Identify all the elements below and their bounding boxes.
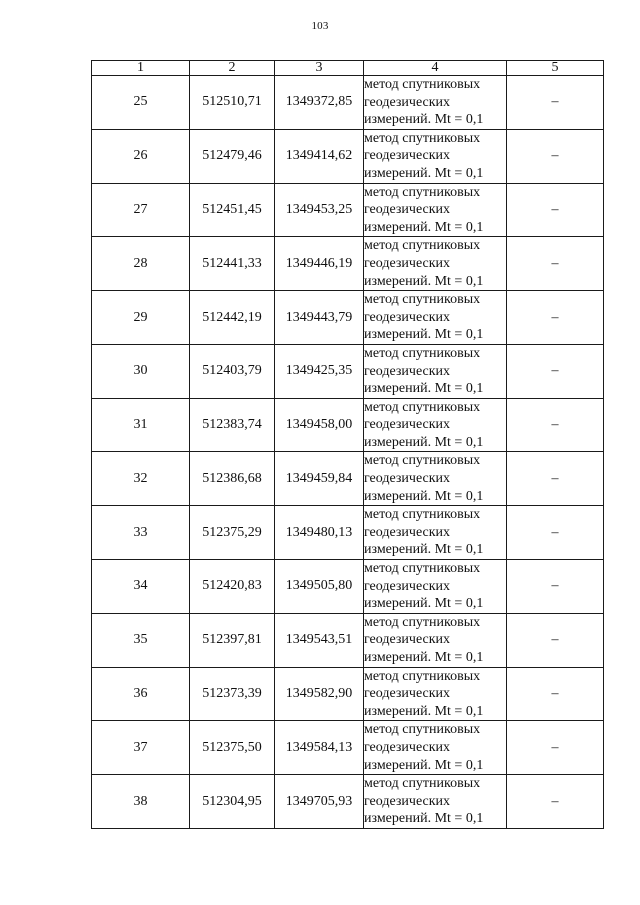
method-line: геодезических [364,793,451,809]
method-line: геодезических [364,309,451,325]
x-coordinate-cell: 512386,68 [190,452,275,506]
note-cell: – [507,667,604,721]
point-number-cell: 30 [92,344,190,398]
note-cell: – [507,721,604,775]
point-number-cell: 33 [92,506,190,560]
method-line: измерений. Mt = 0,1 [364,650,484,665]
point-number-cell: 25 [92,76,190,130]
point-number-cell: 27 [92,183,190,237]
table-row [92,452,604,506]
x-coordinate-cell: 512383,74 [190,398,275,452]
method-line: измерений. Mt = 0,1 [364,811,484,827]
header-row [92,61,604,76]
table-row [92,775,604,829]
table-row [92,398,604,452]
note-cell: – [507,452,604,506]
method-line: геодезических [364,94,451,110]
header-col-3: 3 [275,61,364,76]
y-coordinate-cell: 1349453,25 [275,183,364,237]
point-number-cell: 32 [92,452,190,506]
method-line: геодезических [364,471,451,487]
method-line: геодезических [364,148,451,164]
note-cell: – [507,183,604,237]
method-cell [364,775,507,829]
note-cell: – [507,76,604,130]
table-header [92,61,604,76]
table-body [92,76,604,829]
table-row [92,291,604,345]
method-line: метод спутниковых [364,722,481,738]
y-coordinate-cell: 1349543,51 [275,613,364,667]
note-cell: – [507,506,604,560]
note-cell: – [507,129,604,183]
x-coordinate-cell: 512375,29 [190,506,275,560]
table-row [92,76,604,130]
y-coordinate-cell: 1349458,00 [275,398,364,452]
method-line: измерений. Mt = 0,1 [364,596,484,612]
note-cell: – [507,237,604,291]
y-coordinate-cell: 1349414,62 [275,129,364,183]
table-row [92,237,604,291]
point-number-cell: 34 [92,560,190,614]
table-row [92,506,604,560]
method-line: метод спутниковых [364,77,481,92]
y-coordinate-cell: 1349425,35 [275,344,364,398]
note-cell: – [507,775,604,829]
x-coordinate-cell: 512510,71 [190,76,275,130]
method-line: измерений. Mt = 0,1 [364,165,484,181]
table-row [92,613,604,667]
method-cell [364,291,507,345]
y-coordinate-cell: 1349480,13 [275,506,364,560]
header-col-1: 1 [92,61,190,76]
method-line: измерений. Mt = 0,1 [364,703,484,719]
point-number-cell: 29 [92,291,190,345]
x-coordinate-cell: 512441,33 [190,237,275,291]
point-number-cell: 37 [92,721,190,775]
method-line: измерений. Mt = 0,1 [364,327,484,343]
method-line: измерений. Mt = 0,1 [364,542,484,558]
method-line: метод спутниковых [364,614,481,630]
x-coordinate-cell: 512375,50 [190,721,275,775]
method-line: метод спутниковых [364,238,481,254]
method-line: геодезических [364,686,451,702]
method-cell [364,613,507,667]
method-line: метод спутниковых [364,130,481,146]
method-cell [364,344,507,398]
point-number-cell: 31 [92,398,190,452]
x-coordinate-cell: 512451,45 [190,183,275,237]
note-cell: – [507,560,604,614]
method-line: геодезических [364,524,451,540]
y-coordinate-cell: 1349459,84 [275,452,364,506]
method-line: метод спутниковых [364,668,481,684]
method-line: метод спутниковых [364,345,481,361]
method-cell [364,76,507,130]
x-coordinate-cell: 512442,19 [190,291,275,345]
y-coordinate-cell: 1349505,80 [275,560,364,614]
method-cell [364,452,507,506]
method-line: метод спутниковых [364,561,481,577]
method-cell [364,560,507,614]
method-line: измерений. Mt = 0,1 [364,757,484,773]
x-coordinate-cell: 512373,39 [190,667,275,721]
method-line: геодезических [364,578,451,594]
method-cell [364,667,507,721]
point-number-cell: 36 [92,667,190,721]
method-line: геодезических [364,739,451,755]
method-cell [364,506,507,560]
method-line: измерений. Mt = 0,1 [364,219,484,235]
table-row [92,183,604,237]
method-cell [364,398,507,452]
method-cell [364,237,507,291]
method-cell [364,129,507,183]
method-line: измерений. Mt = 0,1 [364,273,484,289]
x-coordinate-cell: 512420,83 [190,560,275,614]
point-number-cell: 28 [92,237,190,291]
table-row [92,129,604,183]
method-line: геодезических [364,363,451,379]
method-line: геодезических [364,255,451,271]
method-line: геодезических [364,417,451,433]
table-row [92,344,604,398]
y-coordinate-cell: 1349443,79 [275,291,364,345]
note-cell: – [507,613,604,667]
method-line: метод спутниковых [364,292,481,308]
y-coordinate-cell: 1349582,90 [275,667,364,721]
coordinates-table [91,60,604,829]
method-line: метод спутниковых [364,776,481,792]
method-line: геодезических [364,632,451,648]
note-cell: – [507,291,604,345]
page-number: 103 [311,20,329,32]
method-line: измерений. Mt = 0,1 [364,488,484,504]
method-cell [364,183,507,237]
table-row [92,560,604,614]
method-line: метод спутниковых [364,399,481,415]
method-line: измерений. Mt = 0,1 [364,434,484,450]
method-cell [364,721,507,775]
x-coordinate-cell: 512397,81 [190,613,275,667]
y-coordinate-cell: 1349372,85 [275,76,364,130]
method-line: геодезических [364,202,451,218]
table-row [92,721,604,775]
note-cell: – [507,344,604,398]
header-col-2: 2 [190,61,275,76]
method-line: метод спутниковых [364,184,481,200]
header-col-4: 4 [364,61,507,76]
point-number-cell: 38 [92,775,190,829]
table-row [92,667,604,721]
note-cell: – [507,398,604,452]
y-coordinate-cell: 1349705,93 [275,775,364,829]
point-number-cell: 26 [92,129,190,183]
y-coordinate-cell: 1349446,19 [275,237,364,291]
x-coordinate-cell: 512403,79 [190,344,275,398]
y-coordinate-cell: 1349584,13 [275,721,364,775]
x-coordinate-cell: 512304,95 [190,775,275,829]
method-line: измерений. Mt = 0,1 [364,112,484,128]
header-col-5: 5 [507,61,604,76]
method-line: метод спутниковых [364,507,481,523]
method-line: измерений. Mt = 0,1 [364,381,484,397]
method-line: метод спутниковых [364,453,481,469]
x-coordinate-cell: 512479,46 [190,129,275,183]
point-number-cell: 35 [92,613,190,667]
